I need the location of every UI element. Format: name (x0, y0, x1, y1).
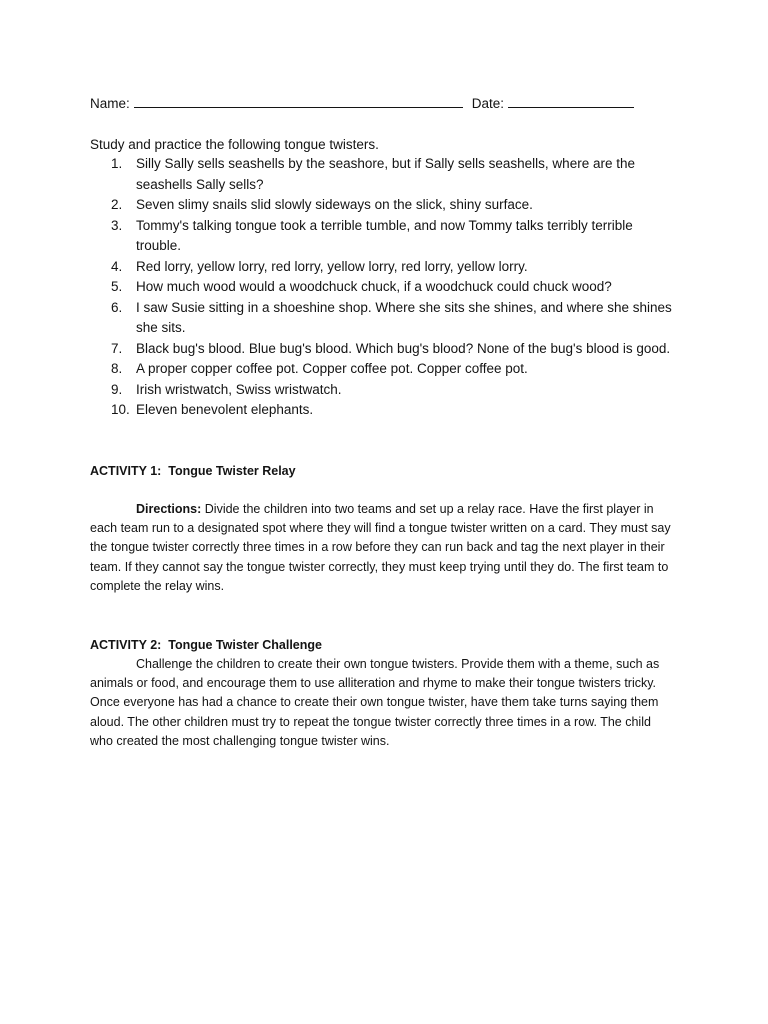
list-number: 1. (111, 156, 123, 171)
tongue-twister-list (90, 154, 676, 421)
name-label: Name: (90, 96, 130, 111)
list-number: 5. (111, 279, 123, 294)
list-number: 2. (111, 197, 123, 212)
date-blank-line (508, 93, 634, 108)
list-number: 10. (111, 402, 130, 417)
list-item (90, 195, 676, 216)
list-item (90, 380, 676, 401)
directions-label: Directions: (136, 502, 202, 516)
activity-2-body: Challenge the children to create their own tongue twisters. Provide them with a theme, such as animals or food, and encourage them to use alliteration and rhyme to make their tongue twisters tricky. Once everyone has had a chance to create their own tongue twister, have them take turns saying them aloud. The other children must try to repeat the tongue twister correctly three times in a row. The child who created the most challenging tongue twister wins. (90, 657, 660, 748)
list-item (90, 154, 676, 195)
header-line (90, 93, 650, 113)
list-item-text: Tommy's talking tongue took a terrible tumble, and now Tommy talks terribly terrible trouble. (136, 217, 633, 253)
activity-1-directions (90, 500, 676, 596)
list-item-text: How much wood would a woodchuck chuck, if a woodchuck could chuck wood? (136, 279, 612, 294)
list-item-text: Eleven benevolent elephants. (136, 402, 314, 417)
list-item (90, 298, 676, 339)
list-item-text: I saw Susie sitting in a shoeshine shop. Where she sits she shines, and where she shines she sits. (136, 299, 672, 335)
list-number: 4. (111, 258, 123, 274)
list-item (90, 257, 676, 278)
activity-1-body: Divide the children into two teams and set up a relay race. Have the first player in each team run to a designated spot where they will find a tongue twister written on a card. They must say the tongue twister correctly three times in a row before they can run back and tag the next player in their team. If they cannot say the tongue twister correctly, they must keep trying until they do. The first team to complete the relay wins. (90, 502, 671, 593)
list-item-text: Silly Sally sells seashells by the seashore, but if Sally sells seashells, where are the seashells Sally sells? (136, 156, 635, 192)
list-item (90, 216, 676, 257)
list-number: 8. (111, 361, 123, 376)
name-blank-line (134, 93, 463, 108)
list-item-text: Black bug's blood. Blue bug's blood. Which bug's blood? None of the bug's blood is good. (136, 340, 671, 356)
list-item-text: A proper copper coffee pot. Copper coffee pot. Copper coffee pot. (136, 361, 528, 376)
list-item-text: Seven slimy snails slid slowly sideways on the slick, shiny surface. (136, 197, 533, 212)
list-number: 6. (111, 299, 123, 315)
list-item (90, 277, 676, 298)
list-number: 9. (111, 381, 123, 397)
list-number: 3. (111, 217, 123, 233)
list-item-text: Irish wristwatch, Swiss wristwatch. (136, 381, 342, 397)
intro-text: Study and practice the following tongue twisters. (90, 137, 379, 152)
activity-1-heading: ACTIVITY 1: Tongue Twister Relay (90, 464, 296, 478)
list-item (90, 400, 676, 421)
list-number: 7. (111, 340, 123, 356)
list-item-text: Red lorry, yellow lorry, red lorry, yellow lorry, red lorry, yellow lorry. (136, 258, 528, 274)
list-item (90, 359, 676, 380)
date-label: Date: (471, 96, 505, 111)
activity-2-heading: ACTIVITY 2: Tongue Twister Challenge (90, 638, 322, 652)
list-item (90, 339, 676, 360)
